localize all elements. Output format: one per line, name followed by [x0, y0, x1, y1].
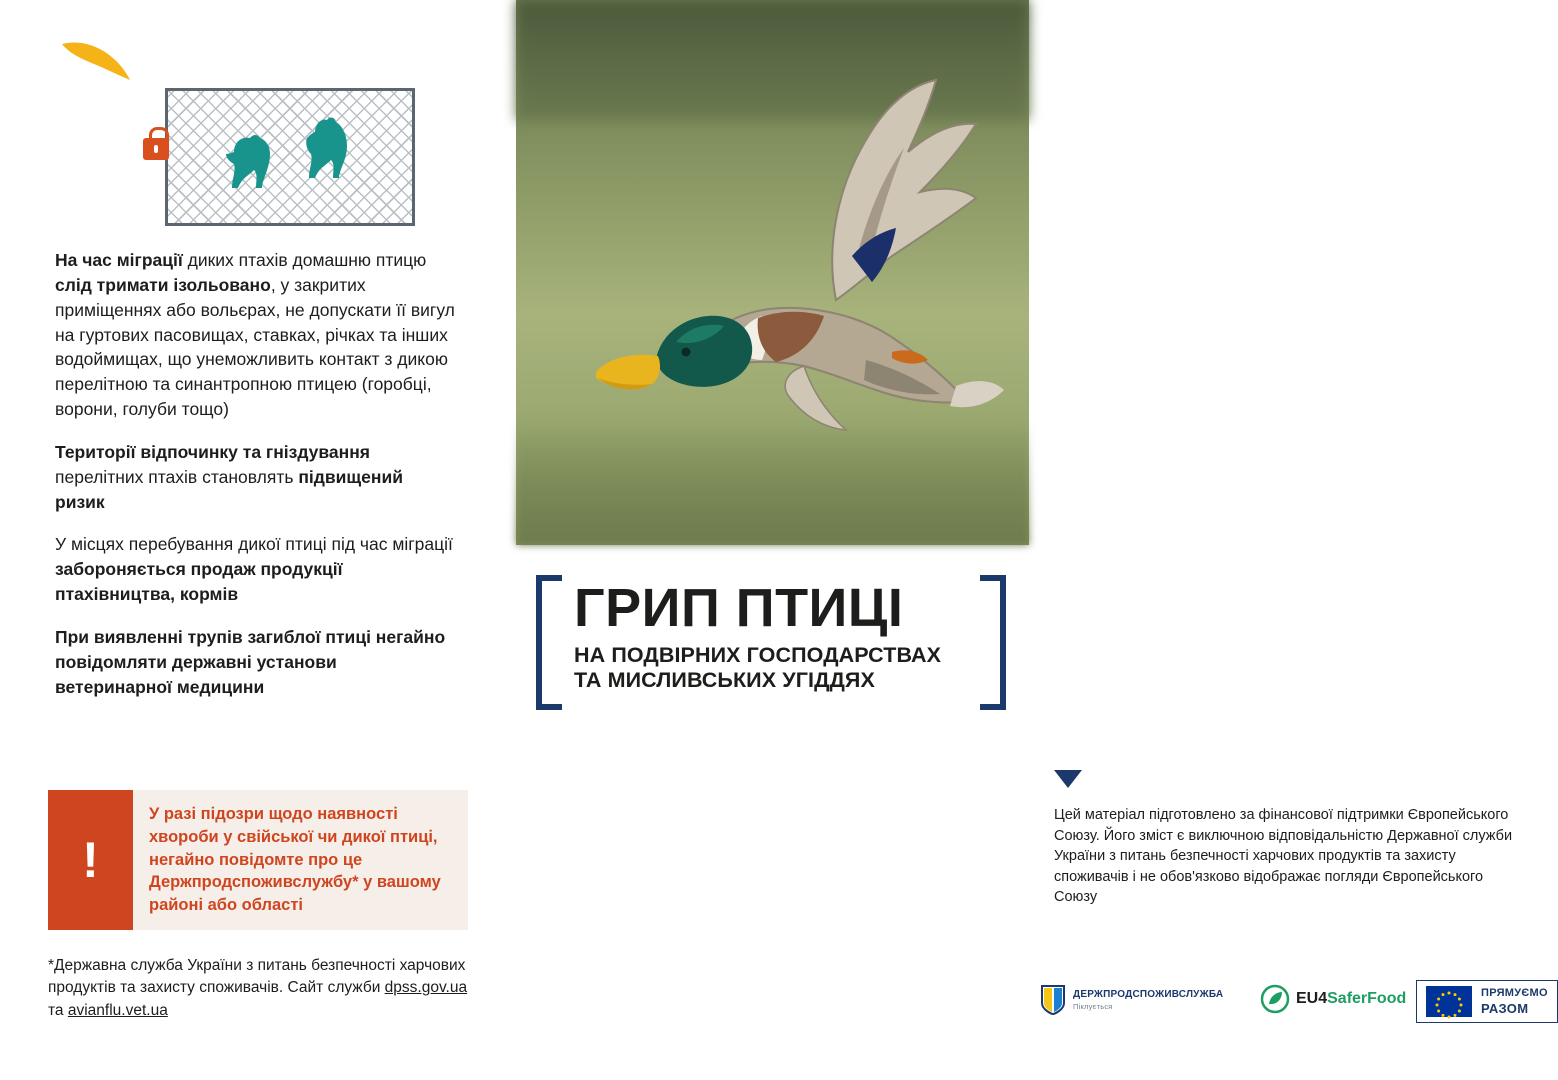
logo-dpss-tagline: Піклується — [1073, 1002, 1113, 1011]
arrow-marker-icon — [1054, 768, 1082, 790]
bracket-left — [536, 575, 562, 710]
alert-box — [48, 790, 468, 930]
flying-bird-icon — [60, 38, 132, 86]
logo-eu4-suffix: SaferFood — [1327, 990, 1407, 1007]
hen-icon — [220, 126, 276, 198]
leaf-circle-icon — [1260, 984, 1290, 1014]
duck-illustration — [536, 60, 1006, 460]
logo-dpss — [1040, 984, 1223, 1016]
left-column — [0, 0, 516, 1080]
logo-eu-together — [1416, 980, 1558, 1023]
para4-bold-1: При виявленні трупів загиблої птиці негайно повідомляти державні установи ветеринарної медицини — [55, 626, 446, 697]
para2-text-1: перелітних птахів становлять — [55, 466, 299, 487]
paragraph-report-dead-birds — [55, 625, 455, 700]
body-copy — [55, 248, 455, 700]
para1-text-2: , у закритих приміщеннях або вольєрах, не допускати її вигул на гуртових пасовищах, ставках, річках та інших водоймищах, що унеможливить контакт з дикою перелітною та синантропною птицею (горобці, ворони, голуби тощо) — [55, 274, 455, 420]
coop-illustration — [55, 30, 455, 235]
para1-bold-1: На час міграції — [55, 250, 183, 270]
link-avianflu[interactable]: avianflu.vet.ua — [67, 1001, 168, 1019]
paragraph-sale-ban — [55, 532, 455, 607]
mallard-duck-photo — [516, 0, 1029, 545]
paragraph-isolation — [55, 248, 455, 422]
right-column — [516, 0, 1548, 1080]
para2-bold-2: підвищений ризик — [55, 466, 404, 512]
footnote-text-1: *Державна служба України з питань безпечності харчових продуктів та захисту споживачів. Сайт служби — [48, 957, 466, 997]
logo-flag-line2: РАЗОМ — [1481, 1000, 1529, 1016]
para1-text-1: диких птахів домашню птицю — [182, 250, 427, 270]
para1-bold-2: слід тримати ізольовано — [55, 274, 271, 295]
eu-flag-icon — [1426, 986, 1472, 1017]
poster-title-block — [536, 575, 1006, 710]
logo-row — [1040, 980, 1548, 1040]
hen-icon — [295, 114, 351, 186]
logo-dpss-name: ДЕРЖПРОДСПОЖИВСЛУЖБА — [1073, 989, 1224, 1000]
eu-funding-note: Цей матеріал підготовлено за фінансової підтримки Європейського Союзу. Його зміст є виключною відповідальністю Державної служби України з питань безпечності харчових продуктів та захисту споживачів і не обов'язково відображає погляди Європейського Союзу — [1054, 807, 1513, 906]
footnote-text-2: та — [48, 1001, 68, 1019]
para3-bold-1: забороняється продаж продукції птахівництва, кормів — [55, 559, 343, 605]
para2-bold-1: Території відпочинку та гніздування — [55, 441, 371, 462]
footnote — [48, 955, 468, 1022]
para3-text-1: У місцях перебування дикої птиці під час міграції — [55, 534, 453, 555]
shield-icon — [1040, 984, 1066, 1016]
paragraph-risk-areas — [55, 440, 455, 515]
logo-eu4saferfood — [1260, 984, 1406, 1014]
bracket-right — [980, 575, 1006, 710]
logo-eu4-prefix: EU4 — [1296, 990, 1328, 1007]
wire-fence — [165, 88, 415, 226]
padlock-icon — [143, 138, 169, 160]
page-title: ГРИП ПТИЦІ — [574, 578, 904, 638]
page-subtitle: НА ПОДВІРНИХ ГОСПОДАРСТВАХ ТА МИСЛИВСЬКИХ УГІДДЯХ — [574, 643, 942, 693]
link-dpss[interactable]: dpss.gov.ua — [384, 979, 468, 997]
exclamation-icon: ! — [48, 790, 133, 930]
logo-flag-line1: ПРЯМУЄМО — [1481, 986, 1548, 999]
alert-text: У разі підозри щодо наявності хвороби у свійської чи дикої птиці, негайно повідомте про це Держпродспоживслужбу* у вашому районі або області — [149, 805, 441, 915]
